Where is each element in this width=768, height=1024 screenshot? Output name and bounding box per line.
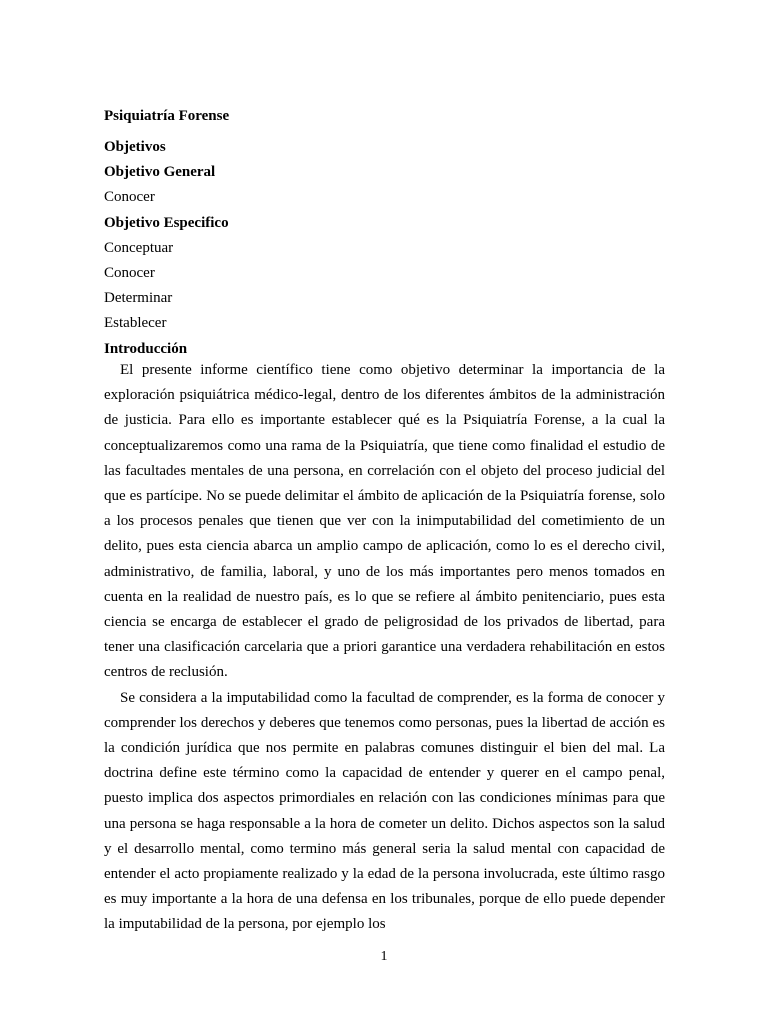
objective-item: Establecer (104, 315, 167, 332)
heading-objetivo-general: Objetivo General (104, 164, 216, 181)
objective-item: Determinar (104, 290, 173, 307)
page-number: 1 (380, 949, 388, 964)
heading-objetivos: Objetivos (104, 139, 166, 155)
heading-objetivo-especifico: Objetivo Especifico (104, 214, 229, 231)
introduction-body (104, 358, 665, 938)
objective-item: Conocer (104, 189, 155, 206)
objectives-list (104, 135, 664, 362)
document-title: Psiquiatría Forense (104, 108, 230, 124)
heading-introduccion: Introducción (104, 340, 188, 357)
body-paragraph: Se considera a la imputabilidad como la facultad de comprender, es la forma de conocer y comprender los derechos y deberes que tenemos como personas, pues la libertad de acción es la condición jurídica que nos permite en palabras comunes distinguir el bien del mal. La doctrina define este término como la capacidad de entender y querer en el campo penal, puesto implica dos aspectos primordiales en relación con las condiciones mínimas para que una persona se haga responsable a la hora de cometer un delito. Dichos aspectos son la salud y el desarrollo mental, como termino más general seria la salud mental con capacidad de entender el acto propiamente realizado y la edad de la persona involucrada, este último rasgo es muy importante a la hora de una defensa en los tribunales, porque de ello puede depender la imputabilidad de la persona, por ejemplo los (104, 689, 665, 933)
body-paragraph: El presente informe científico tiene como objetivo determinar la importancia de la exploración psiquiátrica médico-legal, dentro de los diferentes ámbitos de la administración de justicia. Para ello es importante establecer qué es la Psiquiatría Forense, a la cual la conceptualizaremos como una rama de la Psiquiatría, que tiene como finalidad el estudio de las facultades mentales de una persona, en correlación con el objeto del proceso judicial del que es partícipe. No se puede delimitar el ámbito de aplicación de la Psiquiatría forense, solo a los procesos penales que tienen que ver con la inimputabilidad del cometimiento de un delito, pues esta ciencia abarca un amplio campo de aplicación, como lo es el derecho civil, administrativo, de familia, laboral, y uno de los más importantes pero menos tomados en cuenta en la realidad de nuestro país, es lo que se refiere al ámbito penitenciario, pues esta ciencia se encarga de establecer el grado de peligrosidad de los privados de libertad, para tener una clasificación carcelaria que a priori garantice una verdadera rehabilitación en estos centros de reclusión. (104, 362, 665, 681)
objective-item: Conceptuar (104, 239, 174, 256)
objective-item: Conocer (104, 264, 155, 281)
